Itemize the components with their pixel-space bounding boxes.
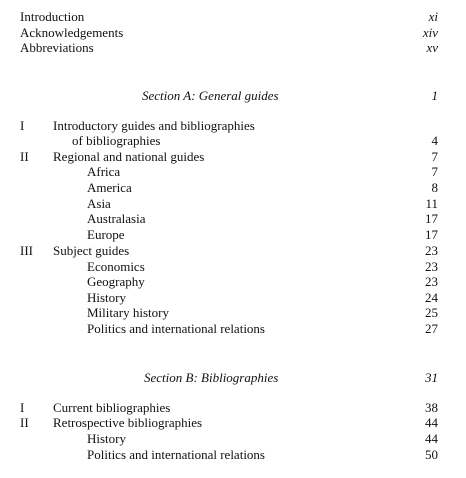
entry-page: 24 xyxy=(425,290,438,305)
entry-page: 17 xyxy=(425,227,438,242)
entry-title: Asia xyxy=(87,196,111,211)
entry-title: Subject guides xyxy=(53,243,130,258)
entry-page: 50 xyxy=(425,447,438,462)
entry-title: Retrospective bibliographies xyxy=(53,415,203,430)
entry-page: xv xyxy=(426,40,438,55)
entry-title: Acknowledgements xyxy=(20,25,124,40)
entry-title: Abbreviations xyxy=(20,40,94,55)
entry-title: Current bibliographies xyxy=(53,400,171,415)
entry-numeral: I xyxy=(20,118,25,133)
toc-entry xyxy=(0,118,466,134)
entry-page: 8 xyxy=(431,180,438,195)
entry-page: 38 xyxy=(425,400,438,415)
entry-title: Economics xyxy=(87,259,145,274)
entry-page: 17 xyxy=(425,211,438,226)
toc-entry-acknowledgements xyxy=(0,25,466,41)
toc-entry xyxy=(0,400,466,416)
entry-page: 23 xyxy=(425,274,438,289)
toc-subentry xyxy=(0,290,466,306)
entry-page: 27 xyxy=(425,321,438,336)
entry-title: Introduction xyxy=(20,9,85,24)
toc-entry-introduction xyxy=(0,9,466,25)
toc-entry xyxy=(0,415,466,431)
entry-numeral: III xyxy=(20,243,33,258)
toc-entry xyxy=(0,243,466,259)
toc-subentry xyxy=(0,180,466,196)
entry-page: 7 xyxy=(431,149,438,164)
entry-title: Politics and international relations xyxy=(87,321,265,336)
entry-title: History xyxy=(87,290,126,305)
entry-page: 44 xyxy=(425,415,438,430)
section-b-heading xyxy=(0,370,466,386)
entry-numeral: II xyxy=(20,149,29,164)
toc-subentry xyxy=(0,164,466,180)
entry-page: 23 xyxy=(425,243,438,258)
entry-numeral: II xyxy=(20,415,29,430)
entry-page: 44 xyxy=(425,431,438,446)
entry-page: xiv xyxy=(422,25,438,40)
entry-page: 25 xyxy=(425,305,438,320)
entry-title: Australasia xyxy=(87,211,146,226)
entry-title: of bibliographies xyxy=(72,133,161,148)
toc-subentry xyxy=(0,211,466,227)
entry-title: Europe xyxy=(87,227,125,242)
entry-title: History xyxy=(87,431,126,446)
section-page: 1 xyxy=(431,88,438,103)
toc-subentry xyxy=(0,321,466,337)
entry-title: Military history xyxy=(87,305,169,320)
entry-page: 23 xyxy=(425,259,438,274)
toc-subentry xyxy=(0,447,466,463)
entry-title: Geography xyxy=(87,274,145,289)
section-page: 31 xyxy=(425,370,438,385)
entry-page: xi xyxy=(428,9,438,24)
toc-subentry xyxy=(0,305,466,321)
entry-title: America xyxy=(87,180,132,195)
section-a-heading xyxy=(0,88,466,104)
entry-title: Regional and national guides xyxy=(53,149,205,164)
entry-title: Politics and international relations xyxy=(87,447,265,462)
section-title: Section A: General guides xyxy=(142,88,279,103)
toc-subentry xyxy=(0,259,466,275)
entry-page: 11 xyxy=(425,196,438,211)
toc-subentry xyxy=(0,227,466,243)
toc-entry xyxy=(0,149,466,165)
entry-page: 7 xyxy=(431,164,438,179)
section-title: Section B: Bibliographies xyxy=(144,370,279,385)
entry-page: 4 xyxy=(431,133,438,148)
toc-subentry xyxy=(0,431,466,447)
toc-subentry xyxy=(0,274,466,290)
toc-subentry xyxy=(0,196,466,212)
entry-title: Introductory guides and bibliographies xyxy=(53,118,255,133)
entry-title: Africa xyxy=(87,164,121,179)
entry-numeral: I xyxy=(20,400,25,415)
toc-entry xyxy=(0,133,466,149)
toc-entry-abbreviations xyxy=(0,40,466,56)
